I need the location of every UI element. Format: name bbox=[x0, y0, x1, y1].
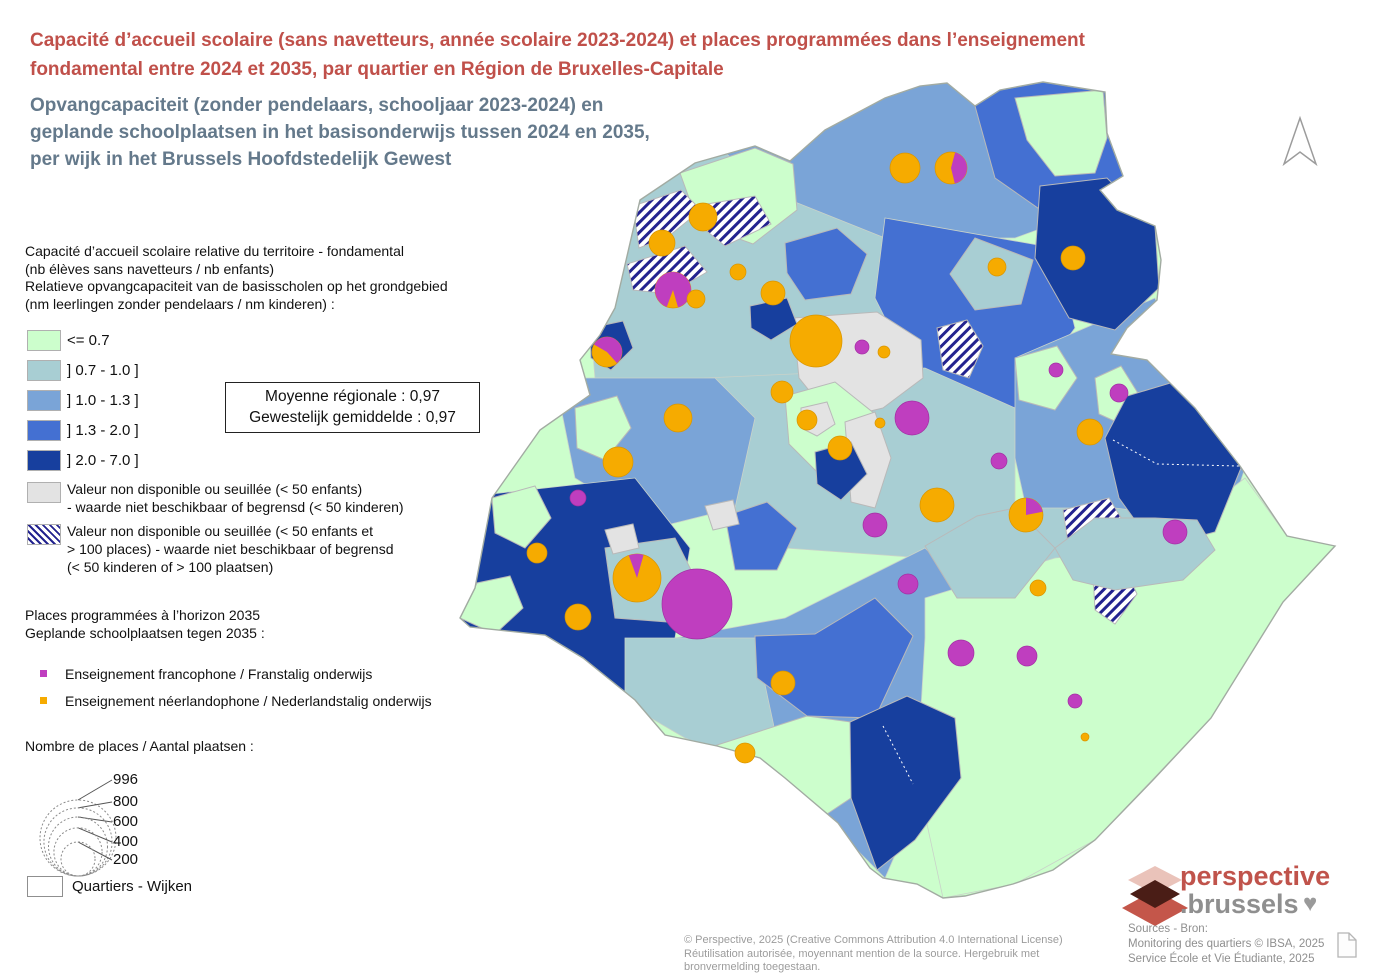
sources-note: Sources - Bron: Monitoring des quartiers © IBSA, 2025 Service École et Vie Étudiante, 2025 bbox=[1128, 923, 1325, 965]
class-label: ] 1.0 - 1.3 ] bbox=[67, 392, 139, 409]
capacity-legend-line: (nm leerlingen zonder pendelaars / nm kinderen) : bbox=[25, 295, 335, 312]
class-label: ] 0.7 - 1.0 ] bbox=[67, 362, 139, 379]
place-symbol-nl bbox=[649, 230, 675, 256]
neerlandophone-label: Enseignement néerlandophone / Nederlandstalig onderwijs bbox=[65, 693, 432, 709]
place-symbol-fr bbox=[1049, 363, 1063, 377]
place-symbol-mix bbox=[655, 272, 691, 308]
logo-suffix-text: .brussels bbox=[1180, 889, 1299, 919]
size-legend-value: 800 bbox=[113, 793, 139, 810]
place-symbol-nl bbox=[527, 543, 547, 563]
place-symbol-fr bbox=[855, 340, 869, 354]
na-gray-swatch bbox=[27, 482, 61, 503]
place-symbol-mix bbox=[592, 337, 622, 367]
north-arrow-icon bbox=[1280, 114, 1320, 170]
place-symbol-nl bbox=[689, 203, 717, 231]
place-symbol-nl bbox=[1030, 580, 1046, 596]
place-symbol-nl bbox=[878, 346, 890, 358]
place-symbol-nl bbox=[920, 488, 954, 522]
na-gray-label: Valeur non disponible ou seuillée (< 50 enfants) - waarde niet beschikbaar of begrensd (< 50 kinderen) bbox=[67, 481, 404, 515]
na-hatched-label: Valeur non disponible ou seuillée (< 50 enfants et > 100 places) - waarde niet beschikbaar of begrensd (< 50 kinderen of > 100 plaatsen) bbox=[67, 523, 394, 575]
class-swatch bbox=[27, 450, 61, 471]
place-symbol-nl bbox=[1061, 246, 1085, 270]
page-title-fr bbox=[30, 26, 1180, 84]
place-symbol-nl bbox=[875, 418, 885, 428]
place-symbol-nl bbox=[771, 671, 795, 695]
class-label: ] 2.0 - 7.0 ] bbox=[67, 452, 139, 469]
class-swatch bbox=[27, 360, 61, 381]
regional-average-box bbox=[225, 382, 480, 433]
class-swatch bbox=[27, 390, 61, 411]
place-symbol-fr bbox=[991, 453, 1007, 469]
place-symbol-fr bbox=[863, 513, 887, 537]
brussels-quartier-map[interactable] bbox=[455, 78, 1340, 953]
title-fr-line1: Capacité d’accueil scolaire (sans navetteurs, année scolaire 2023-2024) et places programmées dans l’enseignement bbox=[30, 30, 1085, 51]
place-symbol-fr bbox=[570, 490, 586, 506]
place-symbol-nl bbox=[988, 258, 1006, 276]
place-symbol-nl bbox=[828, 436, 852, 460]
document-icon[interactable] bbox=[1336, 931, 1358, 959]
copyright-notice: © Perspective, 2025 (Creative Commons Attribution 4.0 International License) Réutilisation autorisée, moyennant mention de la source. Hergebruik met bronvermelding toegestaan. bbox=[684, 934, 1063, 973]
title-nl-line1: Opvangcapaciteit (zonder pendelaars, schooljaar 2023-2024) en bbox=[30, 95, 604, 116]
heart-icon: ♥ bbox=[1303, 890, 1318, 917]
title-nl-line3: per wijk in het Brussels Hoofdstedelijk Gewest bbox=[30, 149, 452, 170]
place-symbol-mix bbox=[935, 152, 967, 184]
place-symbol-nl bbox=[664, 404, 692, 432]
place-symbol-nl bbox=[565, 604, 591, 630]
perspective-brussels-logo bbox=[1180, 862, 1330, 923]
place-symbol-fr bbox=[1163, 520, 1187, 544]
quartier-boundary-swatch bbox=[27, 876, 63, 897]
place-symbol-fr bbox=[898, 574, 918, 594]
place-symbol-nl bbox=[771, 381, 793, 403]
francophone-label: Enseignement francophone / Franstalig onderwijs bbox=[65, 666, 373, 682]
size-legend-value: 996 bbox=[113, 771, 139, 788]
title-fr-line2: fondamental entre 2024 et 2035, par quartier en Région de Bruxelles-Capitale bbox=[30, 59, 724, 80]
neerlandophone-square-icon bbox=[40, 697, 47, 704]
place-symbol-nl bbox=[735, 743, 755, 763]
place-symbol-nl bbox=[1081, 733, 1089, 741]
class-label: ] 1.3 - 2.0 ] bbox=[67, 422, 139, 439]
average-fr: Moyenne régionale : 0,97 bbox=[265, 388, 440, 405]
place-symbol-nl bbox=[687, 290, 705, 308]
place-symbol-mix bbox=[613, 554, 661, 602]
place-symbol-nl bbox=[1077, 419, 1103, 445]
capacity-legend-line: Relatieve opvangcapaciteit van de basisscholen op het grondgebied bbox=[25, 278, 448, 294]
class-swatch bbox=[27, 330, 61, 351]
class-swatch bbox=[27, 420, 61, 441]
place-symbol-fr bbox=[1068, 694, 1082, 708]
place-symbol-nl bbox=[890, 153, 920, 183]
place-symbol-nl bbox=[603, 447, 633, 477]
page-title-nl bbox=[30, 92, 730, 173]
size-legend-value: 600 bbox=[113, 813, 139, 830]
na-hatched-swatch bbox=[27, 524, 61, 545]
size-legend-value: 400 bbox=[113, 833, 139, 850]
class-label: <= 0.7 bbox=[67, 332, 110, 349]
place-symbol-nl bbox=[790, 315, 842, 367]
capacity-legend-line: Capacité d’accueil scolaire relative du territoire - fondamental bbox=[25, 243, 404, 259]
average-nl: Gewestelijk gemiddelde : 0,97 bbox=[249, 409, 456, 426]
place-symbol-fr bbox=[662, 569, 732, 639]
francophone-square-icon bbox=[40, 670, 47, 677]
place-symbol-fr bbox=[948, 640, 974, 666]
circle-size-legend bbox=[20, 756, 230, 891]
capacity-legend-line: (nb élèves sans navetteurs / nb enfants) bbox=[25, 260, 275, 277]
capacity-legend-title bbox=[25, 243, 475, 313]
quartier-boundary-label: Quartiers - Wijken bbox=[72, 878, 193, 895]
logo-brand-text: perspective bbox=[1180, 861, 1331, 891]
size-legend-title: Nombre de places / Aantal plaatsen : bbox=[25, 738, 254, 754]
place-symbol-fr bbox=[1110, 384, 1128, 402]
size-legend-value: 200 bbox=[113, 851, 139, 868]
place-symbol-nl bbox=[761, 281, 785, 305]
place-symbol-nl bbox=[797, 410, 817, 430]
place-symbol-fr bbox=[1017, 646, 1037, 666]
title-nl-line2: geplande schoolplaatsen in het basisonderwijs tussen 2024 en 2035, bbox=[30, 122, 650, 143]
planned-places-header: Places programmées à l’horizon 2035 Geplande schoolplaatsen tegen 2035 : bbox=[25, 607, 265, 641]
place-symbol-fr bbox=[895, 401, 929, 435]
place-symbol-nl bbox=[730, 264, 746, 280]
place-symbol-mix bbox=[1009, 498, 1043, 532]
